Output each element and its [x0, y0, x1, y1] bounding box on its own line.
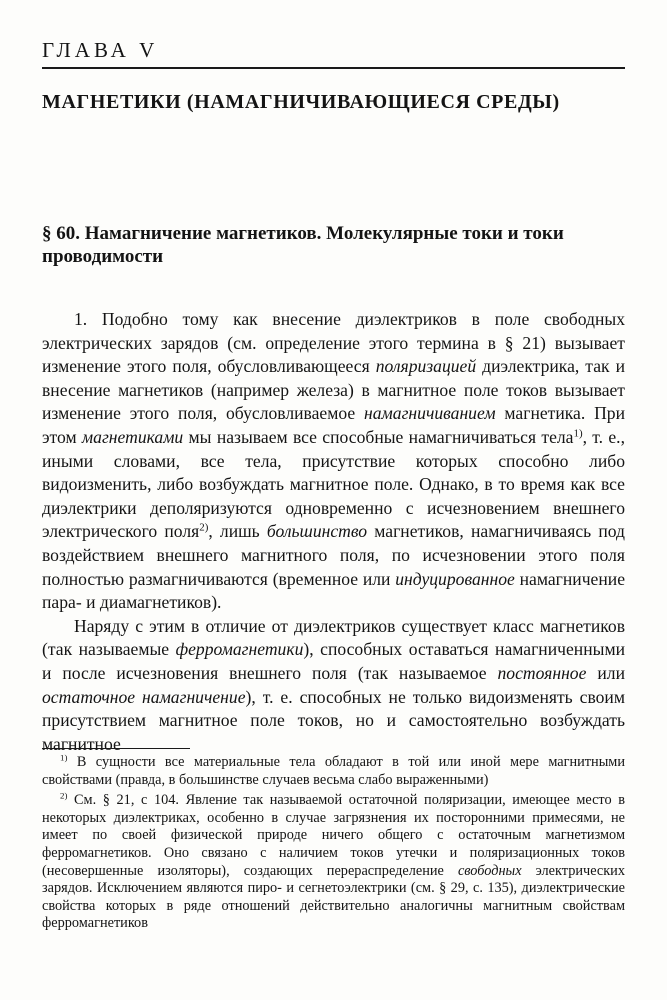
text-run: намагничение пара- и диамагнетиков). [42, 568, 626, 613]
footnotes [42, 754, 625, 936]
emphasis: свободных [457, 862, 522, 879]
text-run: магнетика. При этом [42, 403, 626, 447]
section-title: § 60. Намагничение магнетиков. Молекулярные токи и токи проводимости [42, 223, 564, 267]
text-run: Наряду с этим в отличие от диэлектриков существует класс магнетиков (так называемые [42, 615, 625, 660]
emphasis: ферромагнетики [175, 639, 304, 660]
emphasis: остаточное намагничение [42, 686, 246, 707]
footnote-text: В сущности все материальные тела обладают в той или иной мере магнитными свойствами (правда, в большинстве случаев весьма слабо выраженными) [42, 754, 626, 788]
paragraph-1 [42, 308, 625, 615]
footnote-1 [42, 754, 625, 789]
chapter-title: МАГНЕТИКИ (НАМАГНИЧИВАЮЩИЕСЯ СРЕДЫ) [42, 91, 560, 113]
footnote-2 [42, 792, 625, 933]
chapter-label: ГЛАВА V [42, 38, 159, 62]
paragraph-2 [42, 615, 625, 757]
emphasis: постоянное [497, 662, 587, 683]
emphasis: большинство [266, 521, 368, 542]
emphasis: поляризацией [375, 356, 477, 377]
footnote-ref-2: 2) [199, 521, 209, 534]
text-run: диэлектрика, так и внесение магнетиков (например железа) в магнитное поле токов вызывает изменение этого поля, обусловливаемое [42, 356, 625, 424]
footnote-ref-1: 1) [573, 427, 583, 440]
footnote-text: электрических зарядов. Исключением являются пиро- и сегнетоэлектрики (см. § 29, с. 135), диэлектрические свойства которых в ряде отношений действительно аналогичны магнитным свойствам ферромагнетиков [42, 862, 625, 932]
text-run: 1. Подобно тому как внесение диэлектриков в поле свободных электрических зарядов (см. определение этого термина в § 21) вызывает изменение этого поля, обусловливающееся [42, 309, 625, 377]
text-run: ), т. е. способных не только видоизменять своим присутствием магнитное поле токов, но и самостоятельно возбуждать магнитное [42, 686, 625, 754]
footnote-mark-2: 2) [60, 790, 68, 801]
text-run: ), способных оставаться намагниченными и после исчезновения внешнего поля (так называемое [42, 639, 625, 683]
text-run: , т. е., иными словами, все тела, присутствие которых способно либо видоизменить, либо возбуждать магнитное поле. Однако, в то время как все диэлектрики деполяризуются одновременно с исчезновением внешнего электрического поля [42, 426, 625, 542]
footnote-mark-1: 1) [60, 752, 68, 763]
text-run: , лишь [208, 521, 267, 542]
emphasis: намагничиванием [364, 403, 496, 424]
footnote-text: См. § 21, с 104. Явление так называемой остаточной поляризации, имеющее место в некоторых диэлектриках, особенно в случае загрязнения их посторонними примесями, не имеет по своей физической природе ничего общего с остаточным магнетизмом ферромагнетиков. Оно связано с наличием токов утечки и поляризационных токов (несовершенные изоляторы), создающих перераспределение [42, 792, 625, 879]
text-run: магнетиков, намагничиваясь под воздействием внешнего магнитного поля, по исчезновении этого поля полностью размагничиваются (временное или [42, 521, 626, 589]
chapter-rule [42, 67, 625, 69]
text-run: или [586, 662, 625, 683]
body-text [42, 308, 625, 756]
text-run: мы называем все способные намагничиваться тела [183, 426, 574, 447]
emphasis: индуцированное [395, 568, 515, 589]
emphasis: магнетиками [81, 426, 184, 447]
footnote-rule [42, 748, 190, 749]
